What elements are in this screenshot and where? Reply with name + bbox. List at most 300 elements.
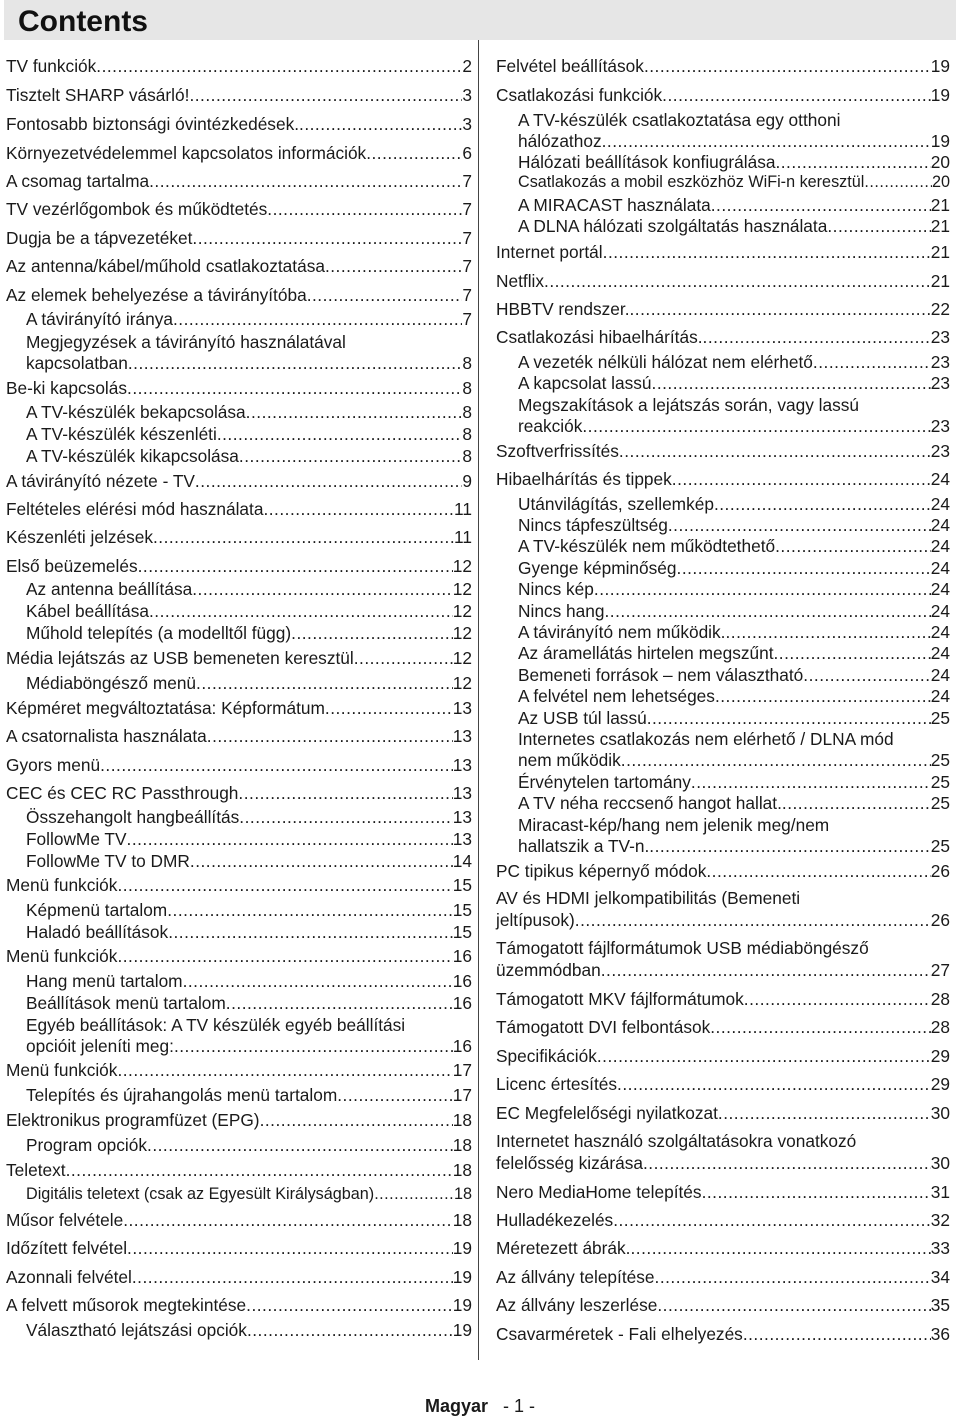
toc-entry-title: Csatlakozási hibaelhárítás.	[496, 327, 703, 347]
toc-entry[interactable]	[26, 993, 472, 1014]
toc-entry-page: 12	[452, 648, 472, 668]
dot-leader	[127, 1238, 453, 1259]
dot-leader	[196, 673, 453, 694]
toc-entry[interactable]	[518, 352, 950, 373]
toc-entry[interactable]	[26, 1036, 472, 1057]
toc-entry-title: Választható lejátszási opciók	[26, 1320, 247, 1340]
toc-entry[interactable]	[518, 173, 950, 192]
toc-entry-page: 18	[453, 1185, 472, 1203]
toc-entry-page: 15	[452, 922, 472, 942]
toc-entry-page: 19	[452, 1267, 472, 1287]
toc-entry-page: 22	[930, 299, 950, 319]
toc-entry-title: Gyors menü	[6, 755, 101, 775]
toc-entry[interactable]	[518, 558, 950, 579]
toc-entry[interactable]	[496, 85, 950, 106]
toc-entry[interactable]	[496, 1074, 950, 1095]
dot-leader	[127, 829, 453, 850]
toc-entry-page: 13	[452, 829, 472, 849]
toc-entry-page: 25	[930, 772, 950, 792]
toc-entry-page: 31	[930, 1182, 950, 1202]
toc-entry-page: 19	[930, 131, 950, 151]
toc-entry-page: 24	[930, 643, 950, 663]
toc-entry-page: 7	[462, 228, 472, 248]
toc-entry[interactable]	[6, 783, 472, 804]
toc-entry-title: Szoftverfrissítés	[496, 441, 619, 461]
dot-leader	[702, 1182, 931, 1203]
dot-leader	[662, 85, 931, 106]
toc-entry[interactable]	[6, 875, 472, 896]
toc-entry[interactable]	[6, 698, 472, 719]
toc-entry-title: A TV-készülék nem működtethető	[518, 536, 776, 556]
dot-leader	[775, 152, 930, 173]
toc-entry-title: A TV-készülék kikapcsolása	[26, 446, 239, 466]
toc-entry[interactable]	[26, 1320, 472, 1341]
dot-leader	[267, 199, 462, 220]
toc-entry-title: Összehangolt hangbeállítás	[26, 807, 240, 827]
toc-entry-page: 29	[930, 1046, 950, 1066]
toc-entry-page: 17	[452, 1085, 472, 1105]
dot-leader	[128, 353, 463, 374]
toc-entry-page: 24	[930, 515, 950, 535]
toc-entry[interactable]	[26, 424, 472, 445]
toc-entry-title: A TV néha reccsenő hangot hallat.	[518, 793, 782, 813]
toc-entry-page: 7	[462, 309, 472, 329]
toc-entry[interactable]	[518, 750, 950, 771]
toc-entry[interactable]	[6, 1267, 472, 1288]
toc-entry-page: 17	[452, 1060, 472, 1080]
dot-leader	[354, 648, 453, 669]
toc-entry-title: Hang menü tartalom	[26, 971, 183, 991]
dot-leader	[775, 536, 931, 557]
dot-leader	[217, 424, 463, 445]
toc-entry[interactable]	[6, 228, 472, 249]
dot-leader	[374, 1185, 454, 1204]
dot-leader	[127, 378, 462, 399]
dot-leader	[803, 665, 930, 686]
toc-entry-page: 24	[930, 536, 950, 556]
toc-entry-title: HBBTV rendszer.	[496, 299, 630, 319]
toc-entry[interactable]	[26, 353, 472, 374]
toc-entry-page: 23	[930, 416, 950, 436]
dot-leader	[710, 1017, 931, 1038]
dot-leader	[192, 579, 453, 600]
dot-leader	[827, 216, 930, 237]
toc-entry-title: Érvénytelen tartomány	[518, 772, 691, 792]
toc-entry[interactable]	[496, 1238, 950, 1259]
dot-leader	[668, 515, 931, 536]
toc-entry-page: 25	[930, 750, 950, 770]
toc-entry-page: 25	[930, 836, 950, 856]
toc-entry[interactable]	[6, 471, 472, 492]
toc-entry[interactable]	[6, 556, 472, 577]
toc-entry-title: Beállítások menü tartalom	[26, 993, 226, 1013]
toc-entry[interactable]	[6, 499, 472, 520]
dot-leader	[173, 309, 462, 330]
toc-entry[interactable]	[26, 851, 472, 872]
toc-entry-page: 6	[462, 143, 472, 163]
toc-entry[interactable]	[518, 216, 950, 237]
toc-entry-title: Nero MediaHome telepítés	[496, 1182, 702, 1202]
toc-entry-page: 12	[452, 579, 472, 599]
toc-entry[interactable]	[496, 1046, 950, 1067]
toc-entry[interactable]	[6, 143, 472, 164]
toc-entry-title: Hibaelhárítás és tippek	[496, 469, 672, 489]
toc-entry[interactable]	[518, 515, 950, 536]
toc-entry[interactable]	[518, 793, 950, 814]
toc-entry[interactable]	[6, 527, 472, 548]
dot-leader	[544, 271, 931, 292]
toc-entry[interactable]	[496, 1324, 950, 1345]
dot-leader	[246, 402, 463, 423]
toc-entry[interactable]	[518, 686, 950, 707]
toc-entry-page: 21	[930, 242, 950, 262]
toc-entry-page: 2	[462, 56, 472, 76]
toc-entry-title: Az antenna/kábel/műhold csatlakoztatása	[6, 256, 325, 276]
toc-entry[interactable]	[6, 755, 472, 776]
toc-entry-page: 30	[930, 1153, 950, 1173]
toc-entry-title: felelősség kizárása	[496, 1153, 643, 1173]
dot-leader	[263, 499, 454, 520]
dot-leader	[167, 900, 453, 921]
toc-entry[interactable]	[496, 1131, 950, 1152]
toc-entry-page: 13	[452, 698, 472, 718]
toc-entry-title: Az állvány leszerlése	[496, 1295, 658, 1315]
toc-entry-page: 13	[452, 755, 472, 775]
page-header	[4, 0, 956, 40]
toc-entry-title: Miracast-kép/hang nem jelenik meg/nem	[518, 815, 830, 835]
toc-entry-page: 34	[930, 1267, 950, 1287]
dot-leader	[711, 195, 931, 216]
toc-entry-title: Képmenü tartalom	[26, 900, 168, 920]
toc-entry-page: 16	[452, 946, 472, 966]
toc-entry[interactable]	[6, 256, 472, 277]
toc-entry-title: Internetet használó szolgáltatásokra vonatkozó	[496, 1131, 857, 1151]
toc-entry[interactable]	[26, 807, 472, 828]
toc-entry-page: 23	[930, 327, 950, 347]
toc-entry-title: Menü funkciók	[6, 1060, 118, 1080]
toc-entry-page: 24	[930, 579, 950, 599]
toc-entry[interactable]	[26, 922, 472, 943]
toc-entry[interactable]	[518, 579, 950, 600]
toc-entry-page: 3	[462, 85, 472, 105]
toc-entry-page: 28	[930, 989, 950, 1009]
toc-entry-page: 23	[930, 441, 950, 461]
toc-entry[interactable]	[26, 1185, 472, 1204]
dot-leader	[291, 623, 453, 644]
toc-entry[interactable]	[518, 665, 950, 686]
dot-leader	[774, 643, 931, 664]
toc-entry[interactable]	[26, 829, 472, 850]
toc-entry[interactable]	[26, 579, 472, 600]
toc-entry-title: A TV-készülék készenléti	[26, 424, 217, 444]
footer-page-number: - 1 -	[503, 1396, 536, 1416]
toc-entry-page: 26	[930, 861, 950, 881]
toc-entry-page: 23	[930, 352, 950, 372]
toc-entry-title: Az állvány telepítése	[496, 1267, 655, 1287]
toc-entry-page: 12	[452, 673, 472, 693]
toc-entry[interactable]	[518, 708, 950, 729]
toc-entry-title: reakciók	[518, 416, 583, 436]
toc-entry-title: FollowMe TV to DMR	[26, 851, 190, 871]
toc-entry-title: Teletext	[6, 1160, 66, 1180]
toc-entry[interactable]	[496, 271, 950, 292]
toc-entry[interactable]	[6, 1210, 472, 1231]
toc-entry[interactable]	[6, 1238, 472, 1259]
dot-leader	[226, 993, 453, 1014]
dot-leader	[582, 416, 930, 437]
dot-leader	[260, 1110, 453, 1131]
dot-leader	[123, 1210, 453, 1231]
toc-entry[interactable]	[496, 441, 950, 462]
toc-entry[interactable]	[6, 726, 472, 747]
toc-entry[interactable]	[518, 622, 950, 643]
toc-entry-title: Nincs tápfeszültség	[518, 515, 668, 535]
dot-leader	[189, 85, 462, 106]
toc-entry[interactable]	[6, 56, 472, 77]
toc-entry[interactable]	[496, 242, 950, 263]
toc-entry[interactable]	[6, 1110, 472, 1131]
toc-entry[interactable]	[496, 56, 950, 77]
dot-leader	[602, 131, 931, 152]
toc-entry-title: Támogatott fájlformátumok USB médiaböngésző	[496, 938, 869, 958]
toc-entry[interactable]	[26, 446, 472, 467]
toc-entry[interactable]	[518, 836, 950, 857]
toc-entry[interactable]	[518, 110, 950, 131]
toc-entry[interactable]	[496, 989, 950, 1010]
toc-entry-title: Elektronikus programfüzet (EPG)	[6, 1110, 260, 1130]
dot-leader	[117, 875, 452, 896]
toc-entry-page: 8	[462, 424, 472, 444]
toc-entry-page: 24	[930, 622, 950, 642]
toc-entry[interactable]	[518, 729, 950, 750]
dot-leader	[174, 1036, 453, 1057]
toc-entry[interactable]	[518, 815, 950, 836]
toc-entry-title: FollowMe TV	[26, 829, 127, 849]
dot-leader	[66, 1160, 453, 1181]
toc-entry[interactable]	[26, 1135, 472, 1156]
toc-entry-page: 16	[452, 1036, 472, 1056]
toc-entry[interactable]	[496, 1210, 950, 1231]
toc-entry-page: 19	[452, 1320, 472, 1340]
toc-entry[interactable]	[518, 416, 950, 437]
toc-entry-title: TV funkciók	[6, 56, 97, 76]
toc-entry-title: EC Megfelelőségi nyilatkozat	[496, 1103, 718, 1123]
toc-entry-page: 24	[930, 494, 950, 514]
toc-entry-title: A távirányító nem működik.	[518, 622, 726, 642]
toc-entry-title: Időzített felvétel	[6, 1238, 128, 1258]
dot-leader	[706, 861, 930, 882]
toc-entry[interactable]	[518, 643, 950, 664]
toc-entry-page: 18	[452, 1210, 472, 1230]
toc-entry-title: Az áramellátás hirtelen megszűnt	[518, 643, 774, 663]
toc-entry-title: A TV-készülék csatlakoztatása egy otthoni	[518, 110, 841, 130]
toc-entry[interactable]	[26, 332, 472, 353]
toc-entry[interactable]	[518, 195, 950, 216]
toc-entry[interactable]	[6, 946, 472, 967]
toc-entry[interactable]	[518, 494, 950, 515]
toc-entry-title: Hulladékezelés	[496, 1210, 614, 1230]
toc-entry-title: A felvétel nem lehetséges	[518, 686, 715, 706]
toc-entry[interactable]	[6, 114, 472, 135]
dot-leader	[96, 56, 462, 77]
toc-entry[interactable]	[6, 1295, 472, 1316]
toc-entry-page: 27	[930, 960, 950, 980]
toc-entry-page: 25	[930, 708, 950, 728]
toc-entry[interactable]	[6, 378, 472, 399]
toc-entry-title: üzemmódban	[496, 960, 601, 980]
toc-entry[interactable]	[496, 469, 950, 490]
toc-entry[interactable]	[6, 1160, 472, 1181]
toc-entry[interactable]	[496, 861, 950, 882]
dot-leader	[718, 1103, 931, 1124]
toc-entry[interactable]	[26, 309, 472, 330]
toc-entry-page: 33	[930, 1238, 950, 1258]
dot-leader	[691, 772, 931, 793]
dot-leader	[597, 1046, 931, 1067]
toc-entry[interactable]	[6, 85, 472, 106]
toc-entry[interactable]	[496, 938, 950, 959]
dot-leader	[195, 471, 462, 492]
dot-leader	[715, 686, 931, 707]
dot-leader	[100, 755, 453, 776]
toc-entry[interactable]	[496, 960, 950, 981]
toc-entry[interactable]	[26, 971, 472, 992]
dot-leader	[652, 373, 931, 394]
toc-entry-title: A távirányító iránya	[26, 309, 173, 329]
toc-entry-title: Műhold telepítés (a modelltől függ)	[26, 623, 292, 643]
toc-entry-page: 20	[931, 173, 950, 191]
dot-leader	[299, 114, 462, 135]
dot-leader	[117, 1060, 452, 1081]
page-title: Contents	[18, 5, 148, 38]
toc-entry[interactable]	[496, 1267, 950, 1288]
dot-leader	[239, 807, 452, 828]
toc-entry[interactable]	[496, 1017, 950, 1038]
dot-leader	[630, 299, 931, 320]
toc-entry-page: 19	[930, 56, 950, 76]
page-footer	[0, 1396, 960, 1417]
toc-entry-title: Fontosabb biztonsági óvintézkedések.	[6, 114, 300, 134]
toc-entry-page: 12	[452, 601, 472, 621]
toc-entry-page: 18	[452, 1160, 472, 1180]
toc-entry[interactable]	[26, 1015, 472, 1036]
toc-entry[interactable]	[26, 673, 472, 694]
toc-entry-title: Felvétel beállítások	[496, 56, 644, 76]
toc-entry-title: Nincs kép	[518, 579, 594, 599]
dot-leader	[138, 556, 453, 577]
dot-leader	[649, 836, 930, 857]
toc-entry[interactable]	[496, 910, 950, 931]
toc-entry-title: kapcsolatban	[26, 353, 128, 373]
toc-entry[interactable]	[496, 299, 950, 320]
dot-leader	[643, 1153, 931, 1174]
dot-leader	[147, 1135, 453, 1156]
toc-entry-page: 19	[452, 1238, 472, 1258]
toc-entry[interactable]	[26, 1085, 472, 1106]
dot-leader	[703, 327, 931, 348]
toc-entry[interactable]	[6, 285, 472, 306]
toc-entry[interactable]	[518, 536, 950, 557]
toc-entry[interactable]	[496, 1153, 950, 1174]
dot-leader	[621, 750, 931, 771]
toc-entry-title: Kábel beállítása	[26, 601, 149, 621]
toc-entry-page: 14	[452, 851, 472, 871]
dot-leader	[366, 143, 462, 164]
toc-entry[interactable]	[26, 900, 472, 921]
toc-entry-page: 30	[930, 1103, 950, 1123]
toc-entry[interactable]	[518, 601, 950, 622]
toc-entry[interactable]	[6, 1060, 472, 1081]
toc-entry-page: 24	[930, 558, 950, 578]
dot-leader	[647, 708, 931, 729]
dot-leader	[337, 1085, 453, 1106]
dot-leader	[239, 446, 462, 467]
toc-entry-page: 29	[930, 1074, 950, 1094]
toc-entry-title: opcióit jeleníti meg:	[26, 1036, 174, 1056]
toc-entry-page: 18	[452, 1135, 472, 1155]
toc-entry-page: 13	[452, 807, 472, 827]
toc-entry[interactable]	[6, 171, 472, 192]
toc-entry-page: 13	[452, 726, 472, 746]
dot-leader	[655, 1267, 931, 1288]
dot-leader	[149, 601, 453, 622]
toc-entry[interactable]	[6, 648, 472, 669]
toc-entry[interactable]	[518, 373, 950, 394]
dot-leader	[153, 527, 454, 548]
toc-entry[interactable]	[518, 395, 950, 416]
toc-entry-page: 23	[930, 373, 950, 393]
toc-entry[interactable]	[518, 131, 950, 152]
toc-entry[interactable]	[496, 888, 950, 909]
toc-entry-title: Egyéb beállítások: A TV készülék egyéb beállítási	[26, 1015, 406, 1035]
toc-entry-title: Csavarméretek - Fali elhelyezés	[496, 1324, 743, 1344]
toc-entry[interactable]	[518, 152, 950, 173]
toc-entry-page: 11	[454, 527, 472, 547]
toc-entry[interactable]	[6, 199, 472, 220]
toc-entry-title: Be-ki kapcsolás	[6, 378, 128, 398]
toc-entry[interactable]	[518, 772, 950, 793]
toc-entry-page: 24	[930, 686, 950, 706]
toc-entry-page: 25	[930, 793, 950, 813]
toc-entry-page: 12	[452, 623, 472, 643]
toc-entry-title: A felvett műsorok megtekintése	[6, 1295, 247, 1315]
toc-entry-title: A távirányító nézete - TV	[6, 471, 195, 491]
toc-entry[interactable]	[26, 402, 472, 423]
toc-entry[interactable]	[26, 601, 472, 622]
dot-leader	[672, 469, 931, 490]
toc-entry-title: Licenc értesítés	[496, 1074, 618, 1094]
toc-entry[interactable]	[496, 1295, 950, 1316]
toc-entry-title: AV és HDMI jelkompatibilitás (Bemeneti	[496, 888, 801, 908]
dot-leader	[813, 352, 931, 373]
toc-entry-title: Megjegyzések a távirányító használatával	[26, 332, 346, 352]
toc-entry-page: 18	[452, 1110, 472, 1130]
toc-entry[interactable]	[496, 1182, 950, 1203]
toc-entry-title: Haladó beállítások	[26, 922, 169, 942]
toc-entry-page: 24	[930, 665, 950, 685]
toc-entry[interactable]	[26, 623, 472, 644]
toc-entry-page: 24	[930, 469, 950, 489]
toc-entry-title: Csatlakozási funkciók	[496, 85, 663, 105]
dot-leader	[117, 946, 452, 967]
dot-leader	[630, 1238, 930, 1259]
toc-entry-page: 3	[462, 114, 472, 134]
toc-entry-page: 9	[462, 471, 472, 491]
toc-entry-title: jeltípusok)	[496, 910, 575, 930]
toc-entry[interactable]	[496, 1103, 950, 1124]
toc-entry[interactable]	[496, 327, 950, 348]
dot-leader	[247, 1320, 453, 1341]
